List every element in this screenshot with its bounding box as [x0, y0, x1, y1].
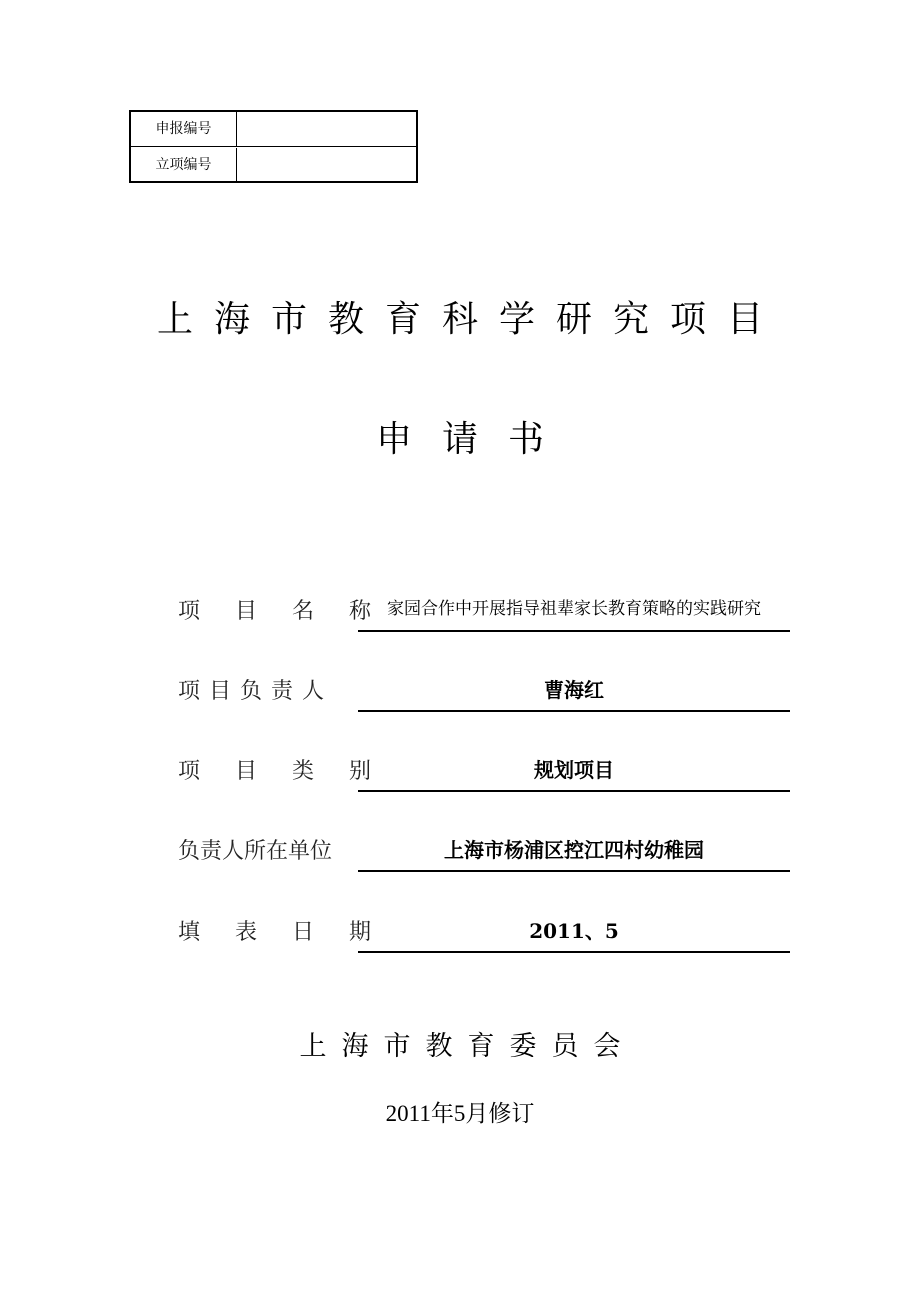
project-leader-label: 项目负责人: [178, 679, 334, 704]
project-number-field[interactable]: [237, 148, 416, 183]
application-number-label: 申报编号: [131, 112, 237, 146]
project-number-row: [131, 148, 416, 183]
project-name-line[interactable]: [358, 590, 790, 632]
issuing-authority: 上海市教育委员会: [299, 1031, 636, 1062]
project-category-field: [178, 742, 790, 792]
project-leader-field: [178, 662, 790, 712]
application-number-field[interactable]: [237, 112, 416, 146]
document-title: 上海市教育科学研究项目: [156, 299, 784, 340]
leader-unit-field: [178, 822, 790, 872]
fill-date-label: 填 表 日 期: [178, 920, 385, 945]
project-category-value: 规划项目: [534, 758, 614, 782]
project-name-field: [178, 582, 790, 632]
leader-unit-label: 负责人所在单位: [178, 839, 333, 864]
leader-unit-line[interactable]: [358, 830, 790, 872]
project-name-value: 家园合作中开展指导祖辈家长教育策略的实践研究: [387, 599, 761, 619]
fill-date-field: [178, 903, 790, 953]
fill-date-value: 2011、5: [529, 919, 619, 943]
project-number-label: 立项编号: [131, 148, 237, 183]
project-leader-line[interactable]: [358, 670, 790, 712]
application-number-row: [131, 112, 416, 147]
fill-date-line[interactable]: [358, 911, 790, 953]
leader-unit-value: 上海市杨浦区控江四村幼稚园: [444, 838, 704, 862]
id-number-table: [129, 110, 418, 183]
project-leader-value: 曹海红: [544, 678, 604, 702]
project-name-label: 项 目 名 称: [178, 599, 385, 624]
revision-date: 2011年5月修订: [385, 1101, 535, 1126]
project-category-line[interactable]: [358, 750, 790, 792]
document-subtitle: 申请书: [375, 419, 574, 460]
project-category-label: 项 目 类 别: [178, 759, 385, 784]
